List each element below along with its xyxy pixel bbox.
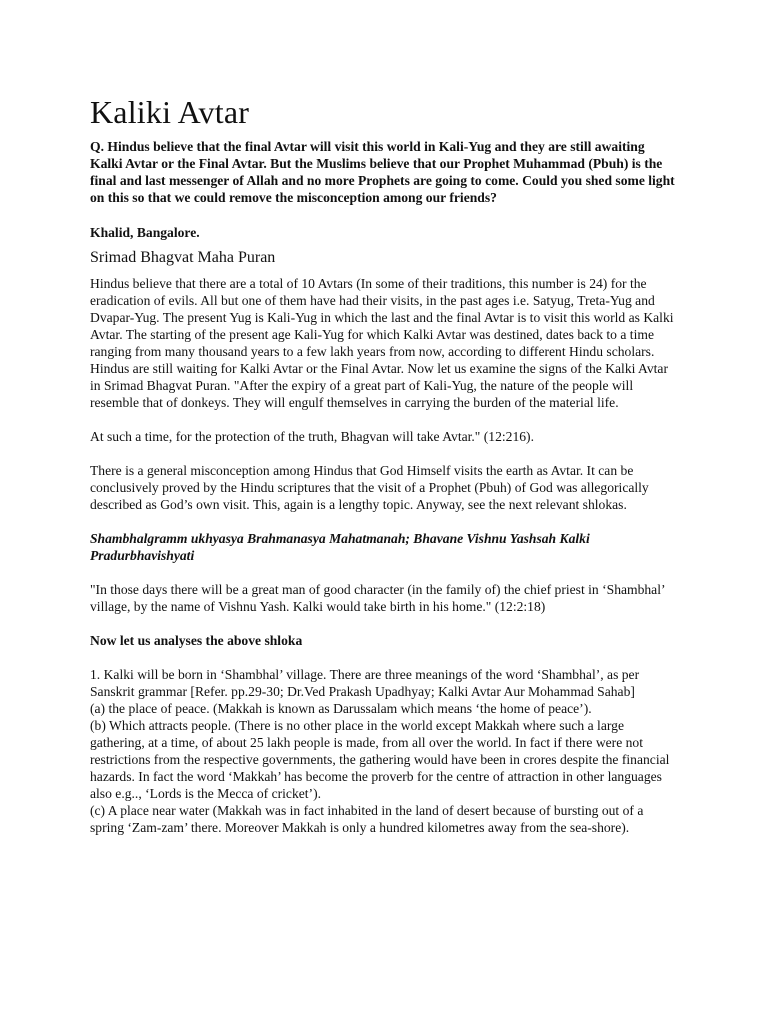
shloka-translation: "In those days there will be a great man of good character (in the family of) the chief priest in ‘Shambhal’ village, by the name of Vishnu Yash. Kalki would take birth in his home." (12:2:18) xyxy=(90,582,665,614)
document-title: Kaliki Avtar xyxy=(90,94,250,130)
analysis-heading: Now let us analyses the above shloka xyxy=(90,633,303,648)
analysis-point: (b) Which attracts people. (There is no other place in the world except Makkah where such a large gathering, at a time, of about 25 lakh people is made, from all over the world. In fact if there were not restrictions from the respective governments, the gathering would have been in crores despite the financial hazards. In fact the word ‘Makkah’ has become the proverb for the centre of attraction in other languages also e.g.., ‘Lords is the Mecca of cricket’). xyxy=(90,718,670,801)
analysis-list xyxy=(90,666,678,836)
analysis-point: 1. Kalki will be born in ‘Shambhal’ village. There are three meanings of the word ‘Shambhal’, as per Sanskrit grammar [Refer. pp.29-30; Dr.Ved Prakash Upadhyay; Kalki Avtar Aur Mohammad Sahab] xyxy=(90,667,640,699)
analysis-point: (a) the place of peace. (Makkah is known as Darussalam which means ‘the home of peace’). xyxy=(90,701,592,716)
shloka-text: Shambhalgramm ukhyasya Brahmanasya Mahatmanah; Bhavane Vishnu Yashsah Kalki Pradurbhavishyati xyxy=(90,531,590,563)
document-page xyxy=(90,94,678,836)
analysis-point: (c) A place near water (Makkah was in fact inhabited in the land of desert because of bursting out of a spring ‘Zam-zam’ there. Moreover Makkah is only a hundred kilometres away from the sea-shore). xyxy=(90,803,644,835)
body-paragraph: Hindus believe that there are a total of 10 Avtars (In some of their traditions, this number is 24) for the eradication of evils. All but one of them have had their visits, in the past ages i.e. Satyug, Treta-Yug and Dvapar-Yug. The present Yug is Kali-Yug in which the last and the final Avtar is to visit this world as Kalki Avtar. The starting of the present age Kali-Yug for which Kalki Avtar was destined, dates back to a time ranging from many thousand years to a few lakh years from now, according to different Hindu scholars. Hindus are still waiting for Kalki Avtar or the Final Avtar. Now let us examine the signs of the Kalki Avtar in Srimad Bhagvat Puran. "After the expiry of a great part of Kali-Yug, the nature of the people will resemble that of donkeys. They will engulf themselves in carrying the burden of the material life. xyxy=(90,276,674,410)
question-text: Q. Hindus believe that the final Avtar will visit this world in Kali-Yug and they are still awaiting Kalki Avtar or the Final Avtar. But the Muslims believe that our Prophet Muhammad (Pbuh) is the final and last messenger of Allah and no more Prophets are going to come. Could you shed some light on this so that we could remove the misconception among our friends? xyxy=(90,139,675,205)
body-paragraph: At such a time, for the protection of the truth, Bhagvan will take Avtar." (12:216). xyxy=(90,429,534,444)
section-heading: Srimad Bhagvat Maha Puran xyxy=(90,249,276,266)
author-line: Khalid, Bangalore. xyxy=(90,225,200,240)
body-paragraph: There is a general misconception among Hindus that God Himself visits the earth as Avtar. It can be conclusively proved by the Hindu scriptures that the visit of a Prophet (Pbuh) of God was allegorically described as God’s own visit. This, again is a lengthy topic. Anyway, see the next relevant shlokas. xyxy=(90,463,649,512)
